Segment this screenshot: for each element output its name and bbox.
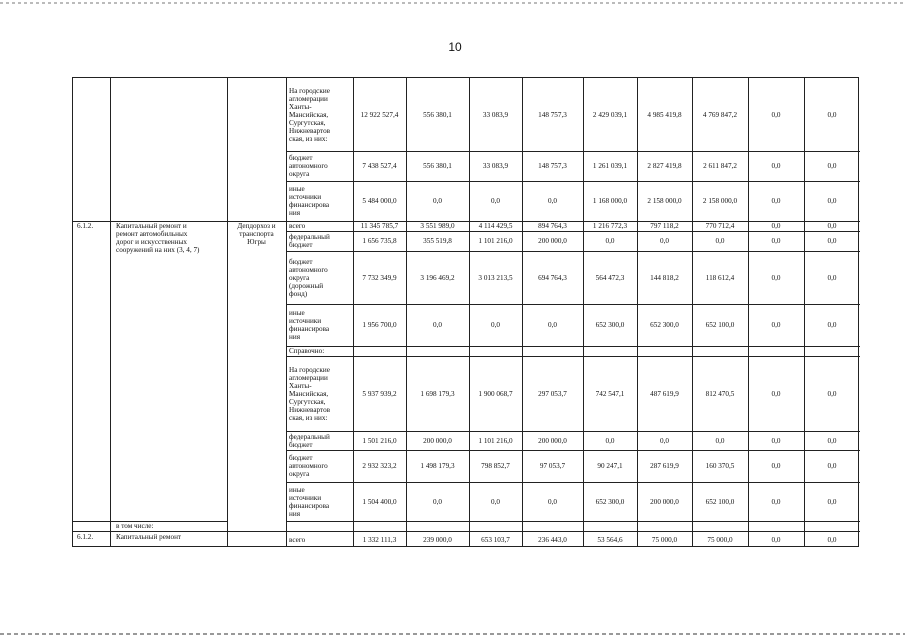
- value-cell: 0,0: [491, 321, 500, 329]
- value-cell: 0,0: [827, 273, 837, 282]
- value-cell: 148 757,3: [538, 110, 567, 119]
- value-cell: 556 380,1: [423, 162, 452, 170]
- value-cell: 894 764,3: [538, 222, 567, 230]
- value-cell: 97 053,7: [539, 462, 566, 470]
- value-cell: 3 013 213,5: [478, 273, 513, 282]
- source-cell: бюджет автономного округа: [289, 454, 328, 478]
- value-cell: 0,0: [827, 222, 837, 230]
- value-cell: 200 000,0: [423, 436, 452, 445]
- value-cell: 75 000,0: [651, 535, 678, 544]
- item-name: Капитальный ремонт: [116, 533, 182, 541]
- source-cell: иные источники финансирова ния: [289, 185, 330, 217]
- value-cell: 33 083,9: [482, 110, 509, 119]
- value-cell: 144 818,2: [650, 273, 679, 282]
- row-divider: [286, 521, 860, 522]
- value-cell: 1 332 111,3: [362, 535, 397, 544]
- value-cell: 652 300,0: [595, 497, 625, 506]
- budget-table: [72, 77, 859, 547]
- value-cell: 236 443,0: [538, 535, 567, 544]
- value-cell: 355 519,8: [423, 237, 452, 245]
- source-cell: На городские агломерации Ханты- Мансийская, Сургутская, Нижневартов ская, из них:: [289, 365, 331, 422]
- source-cell: федеральный бюджет: [289, 432, 330, 449]
- value-cell: 742 547,1: [595, 389, 625, 398]
- value-cell: 1 261 039,1: [592, 162, 628, 170]
- value-cell: 0,0: [771, 222, 781, 230]
- value-cell: 0,0: [715, 237, 725, 245]
- value-cell: 5 484 000,0: [362, 197, 397, 205]
- value-cell: 12 922 527,4: [360, 110, 399, 119]
- source-cell: бюджет автономного округа: [289, 154, 328, 178]
- value-cell: 1 168 000,0: [592, 197, 628, 205]
- value-cell: 0,0: [548, 497, 557, 506]
- row-divider: [286, 181, 860, 182]
- value-cell: 0,0: [827, 162, 837, 170]
- value-cell: 53 564,6: [597, 535, 623, 544]
- item-number: 6.1.2.: [77, 222, 94, 230]
- column-divider: [804, 78, 805, 546]
- row-divider: [286, 346, 860, 347]
- value-cell: 1 101 216,0: [478, 436, 513, 445]
- value-cell: 200 000,0: [650, 497, 679, 506]
- column-divider: [522, 78, 523, 546]
- value-cell: 1 956 700,0: [362, 321, 397, 329]
- value-cell: 0,0: [771, 535, 781, 544]
- value-cell: 1 504 400,0: [362, 497, 397, 506]
- value-cell: 798 852,7: [481, 462, 510, 470]
- column-divider: [748, 78, 749, 546]
- row-divider: [286, 151, 860, 152]
- column-divider: [469, 78, 470, 546]
- source-cell: бюджет автономного округа (дорожный фонд): [289, 257, 328, 298]
- value-cell: 0,0: [433, 197, 442, 205]
- value-cell: 0,0: [548, 197, 557, 205]
- value-cell: 0,0: [771, 462, 781, 470]
- value-cell: 2 158 000,0: [702, 197, 738, 205]
- value-cell: 0,0: [827, 462, 837, 470]
- value-cell: 3 551 989,0: [420, 222, 455, 230]
- value-cell: 0,0: [827, 436, 837, 445]
- row-divider: [286, 231, 860, 232]
- column-divider: [583, 78, 584, 546]
- source-cell: иные источники финансирова ния: [289, 309, 330, 341]
- value-cell: 564 472,3: [595, 273, 625, 282]
- column-divider: [110, 78, 111, 546]
- value-cell: 1 656 735,8: [362, 237, 397, 245]
- value-cell: 0,0: [771, 389, 781, 398]
- page-number: 10: [448, 40, 462, 54]
- value-cell: 812 470,5: [705, 389, 735, 398]
- value-cell: 0,0: [605, 436, 615, 445]
- row-divider: [286, 482, 860, 483]
- item-name: Капитальный ремонт и ремонт автомобильных дорог и искусственных сооружений на них (3, 4, 7): [116, 222, 200, 254]
- value-cell: 0,0: [660, 237, 669, 245]
- value-cell: 4 114 429,5: [478, 222, 513, 230]
- source-cell: На городские агломерации Ханты- Мансийская, Сургутская, Нижневартов ская, из них:: [289, 86, 331, 143]
- value-cell: 0,0: [827, 535, 837, 544]
- value-cell: 0,0: [827, 197, 837, 205]
- value-cell: 0,0: [491, 497, 500, 506]
- value-cell: 0,0: [771, 110, 781, 119]
- value-cell: 0,0: [771, 197, 781, 205]
- value-cell: 0,0: [827, 237, 837, 245]
- value-cell: 652 100,0: [705, 497, 735, 506]
- value-cell: 653 103,7: [481, 535, 510, 544]
- column-divider: [406, 78, 407, 546]
- value-cell: 11 345 785,7: [360, 222, 399, 230]
- value-cell: 200 000,0: [538, 436, 567, 445]
- value-cell: 5 937 939,2: [362, 389, 397, 398]
- row-divider: [286, 251, 860, 252]
- value-cell: 694 764,3: [538, 273, 567, 282]
- value-cell: 652 100,0: [705, 321, 735, 329]
- source-cell: всего: [289, 222, 306, 230]
- value-cell: 160 370,5: [705, 462, 735, 470]
- value-cell: 652 300,0: [595, 321, 625, 329]
- column-divider: [286, 78, 287, 546]
- value-cell: 0,0: [605, 237, 615, 245]
- value-cell: 2 932 323,2: [362, 462, 397, 470]
- value-cell: 797 118,2: [650, 222, 679, 230]
- value-cell: 118 612,4: [705, 273, 735, 282]
- item-divider: [73, 531, 286, 532]
- source-cell: всего: [289, 535, 306, 544]
- value-cell: 0,0: [771, 436, 781, 445]
- value-cell: 75 000,0: [707, 535, 733, 544]
- value-cell: 1 698 179,3: [420, 389, 455, 398]
- source-cell: Справочно:: [289, 347, 325, 355]
- row-divider: [286, 304, 860, 305]
- value-cell: 7 438 527,4: [362, 162, 397, 170]
- value-cell: 90 247,1: [597, 462, 623, 470]
- value-cell: 487 619,9: [650, 389, 679, 398]
- scan-edge-bottom: [0, 633, 905, 635]
- source-cell: федеральный бюджет: [289, 233, 330, 249]
- value-cell: 0,0: [491, 197, 500, 205]
- value-cell: 1 900 068,7: [478, 389, 513, 398]
- column-divider: [637, 78, 638, 546]
- row-divider: [286, 431, 860, 432]
- value-cell: 0,0: [660, 436, 669, 445]
- value-cell: 200 000,0: [538, 237, 567, 245]
- item-executor: Депдорхоз и транспорта Югры: [237, 222, 276, 246]
- row-divider: [286, 356, 860, 357]
- column-divider: [692, 78, 693, 546]
- value-cell: 0,0: [715, 436, 725, 445]
- value-cell: 0,0: [771, 237, 781, 245]
- value-cell: 239 000,0: [423, 535, 452, 544]
- value-cell: 33 083,9: [482, 162, 509, 170]
- value-cell: 2 158 000,0: [647, 197, 682, 205]
- value-cell: 2 827 419,8: [647, 162, 682, 170]
- value-cell: 4 985 419,8: [647, 110, 682, 119]
- value-cell: 0,0: [771, 321, 781, 329]
- source-cell: иные источники финансирова ния: [289, 485, 330, 518]
- value-cell: 1 501 216,0: [362, 436, 397, 445]
- value-cell: 0,0: [433, 321, 442, 329]
- value-cell: 1 498 179,3: [420, 462, 455, 470]
- value-cell: 2 611 847,2: [703, 162, 737, 170]
- value-cell: 0,0: [771, 273, 781, 282]
- including-label: в том числе:: [116, 522, 154, 530]
- value-cell: 0,0: [827, 321, 837, 329]
- scan-edge-top: [0, 2, 905, 4]
- value-cell: 7 732 349,9: [362, 273, 397, 282]
- row-divider: [286, 531, 860, 532]
- value-cell: 3 196 469,2: [420, 273, 455, 282]
- value-cell: 0,0: [548, 321, 557, 329]
- value-cell: 770 712,4: [705, 222, 735, 230]
- value-cell: 0,0: [827, 389, 837, 398]
- value-cell: 1 216 772,3: [592, 222, 628, 230]
- item-number: 6.1.2.: [77, 533, 94, 541]
- value-cell: 0,0: [433, 497, 442, 506]
- column-divider: [353, 78, 354, 546]
- value-cell: 0,0: [771, 162, 781, 170]
- value-cell: 0,0: [827, 110, 837, 119]
- value-cell: 0,0: [771, 497, 781, 506]
- column-divider: [227, 78, 228, 546]
- value-cell: 2 429 039,1: [592, 110, 628, 119]
- value-cell: 287 619,9: [650, 462, 679, 470]
- value-cell: 0,0: [827, 497, 837, 506]
- row-divider: [286, 450, 860, 451]
- value-cell: 556 380,1: [423, 110, 452, 119]
- value-cell: 4 769 847,2: [702, 110, 738, 119]
- value-cell: 652 300,0: [650, 321, 679, 329]
- value-cell: 1 101 216,0: [478, 237, 513, 245]
- value-cell: 297 053,7: [538, 389, 567, 398]
- value-cell: 148 757,3: [538, 162, 567, 170]
